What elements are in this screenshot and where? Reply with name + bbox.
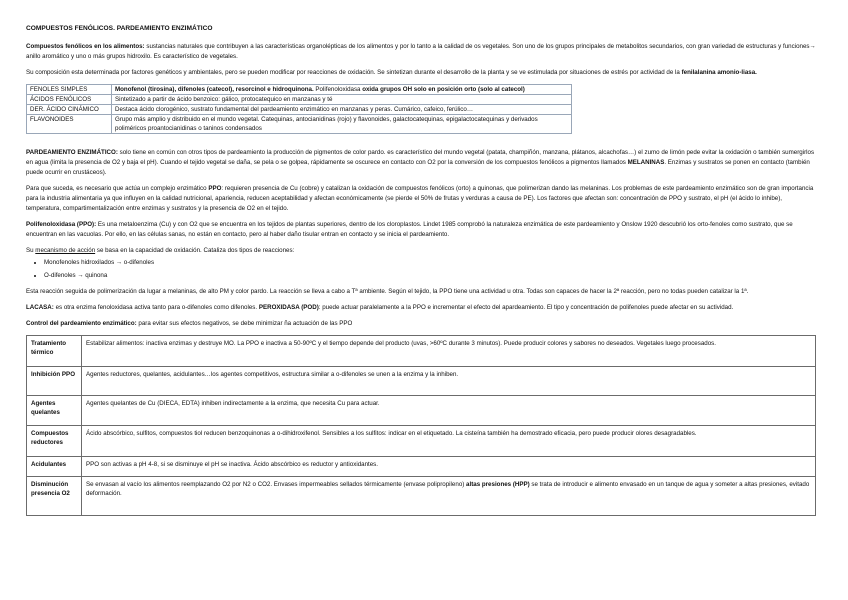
table-row: [27, 336, 816, 367]
row-content: PPO son activas a pH 4-8, si se disminuye el pH se inactiva. Ácido abscórbico es reductor y antioxidantes.: [82, 457, 816, 477]
row-text-end: se trata de introducir e alimento envasado en un tanque de agua y someter a altas presiones, evitado deformación.: [86, 481, 810, 497]
polifenoloxidasa-text: Es una metaloenzima (Cu) y con O2 que se encuentra en los tejidos de plantas superiores, dentro de los cloroplastos. Lindet 1985 comprobó la naturaleza enzimática de este pardeamiento y Onslow 1920 descubrió los orto-fenoles como sustrato, que se encuentran en las vacuolas. Por ello, en las células sanas, no están en contacto, pero al haber daño tisular entran en contacto y se inicia el pardeamiento.: [26, 221, 793, 238]
lacasa-term: LACASA:: [26, 304, 54, 311]
composition-text: Su composición esta determinada por factores genéticos y ambientales, pero se pueden modificar por reacciones de oxidación. Se sintetizan durante el desarrollo de la planta y se ve estimulada por situaciones de estrés por actividad de la: [26, 69, 682, 76]
control-paragraph: [26, 319, 816, 329]
ppo-text-end: : requieren presencia de Cu (cobre) y catalizan la oxidación de compuestos fenólicos (orto) a quinonas, que polimerizan dando las melaninas. Los problemas de este pardeamiento enzimático son de gran importancia para la industria alimentaria ya que influyen en la calidad nutricional, apariencia, reducen aceptabilidad y afectan económicamente (se pierde el 50% de frutas y verduras a causa de PE). Los factores que afectan son: concentración de PPO y sustrato, el pH (el ácido lo inhibe), temperatura, compartimentalización entre enzimas y sustratos y la presencia de O2 en el tejido.: [26, 185, 814, 212]
row-text: Se envasan al vacío los alimentos reemplazando O2 por N2 o CO2. Envases impermeables sellados térmicamente (envase polipropileno): [86, 481, 467, 488]
row-text: Polifenoloxidasa: [313, 86, 363, 93]
table-row: [27, 367, 816, 396]
row-label: Compuestos reductores: [27, 426, 82, 457]
table-row: [27, 95, 572, 105]
table-row: [27, 426, 816, 457]
pardeamiento-paragraph: [26, 148, 816, 178]
list-item: • Monofenoles hidroxilados → o-difenoles: [44, 258, 816, 268]
table-row: [27, 457, 816, 477]
reaction-list: [44, 258, 816, 281]
pardeamiento-text: solo tiene en común con otros tipos de pardeamiento la producción de pigmentos de color pardo. es característico del mundo vegetal (patata, champiñón, manzana, plátanos, alcachofas…) el zumo de limón pede evitar la oxidación o también sumergirlos en agua (limita la presencia de O2 y baja el pH). Cuando el tejido vegetal se daña, se pela o se golpea, rápidamente se oscurece en contacto con O2 por la conversión de los compuestos fenólicos a pigmentos llamados: [26, 149, 815, 166]
peroxidasa-term: PEROXIDASA (POD): [258, 304, 319, 311]
row-content: Estabilizar alimentos: inactiva enzimas y destruye MO. La PPO e inactiva a 50-90ºC y el tiempo depende del producto (uvas, >60ºC durante 3 minutos). Puede producir colores y sabores no deseados. Vegetales luego procesados.: [82, 336, 816, 367]
row-content: Agentes reductores, quelantes, acidulantes…los agentes competitivos, estructura similar a o-difenoles se unen a la enzima y la inhiben.: [82, 367, 816, 396]
composition-paragraph: [26, 68, 816, 78]
control-term: Control del pardeamiento enzimático:: [26, 320, 137, 327]
row-label: DER. ÁCIDO CINÁMICO: [27, 105, 112, 115]
intro-text: sustancias naturales que contribuyen a las características organolépticas de los alimentos y por lo tanto a la calidad de os vegetales. Son uno de los grupos principales de metabolitos secundarios, con gran variedad de estructuras y funciones→ anillo aromático y uno o más grupos hidroxilo. Es característico de vegetales.: [26, 43, 816, 60]
intro-paragraph: [26, 42, 816, 62]
lacasa-paragraph: [26, 303, 816, 313]
table-row: [27, 105, 572, 115]
document-page: [26, 24, 816, 516]
row-label: Acidulantes: [27, 457, 82, 477]
mecanismo-post: se basa en la capacidad de oxidación. Cataliza dos tipos de reacciones:: [95, 247, 295, 254]
row-label: Inhibición PPO: [27, 367, 82, 396]
polifenoloxidasa-term: Polifenoloxidasa (PPO):: [26, 221, 97, 228]
mecanismo-pre: Su: [26, 247, 36, 254]
row-label: FLAVONOIDES: [27, 115, 112, 134]
row-content: Grupo más amplio y distribuido en el mundo vegetal. Catequinas, antocianidinas (rojo) y flavonoides, galactocatequinas, epigalactocatequinas y derivados poliméricos proantocianidinas o taninos condensados: [112, 115, 572, 134]
row-content: Sintetizado a partir de ácido benzoico: gálico, protocatequico en manzanas y té: [112, 95, 572, 105]
control-table: [26, 335, 816, 516]
ppo-complex-paragraph: [26, 184, 816, 214]
lacasa-text-end: : puede actuar paralelamente a la PPO e incrementar el efecto del apardeamiento. El tipo y concentración de polifenoles puede afectar en su actividad.: [318, 304, 734, 311]
ppo-term: PPO: [208, 185, 222, 192]
row-content: [112, 85, 572, 95]
row-label: Disminución presencia O2: [27, 477, 82, 516]
lacasa-text: es otra enzima fenoloxidasa activa tanto para o-difenoles como difenoles.: [53, 304, 259, 311]
polifenoloxidasa-paragraph: [26, 220, 816, 240]
reaccion-paragraph: Esta reacción seguida de polimerización da lugar a melaninas, de alto PM y color pardo. La reacción se lleva a cabo a Tª ambiente. Según el tejido, la PPO tiene una actividad u otra. Todas son capaces de hacer la 2ª reacción, pero no todas pueden catalizar la 1ª.: [26, 288, 749, 295]
row-label: Agentes quelantes: [27, 396, 82, 426]
intro-term: Compuestos fenólicos en los alimentos:: [26, 43, 145, 50]
row-label: FENOLES SIMPLES: [27, 85, 112, 95]
mecanismo-term: mecanismo de acción: [35, 247, 96, 254]
control-text: para evitar sus efectos negativos, se debe minimizar ña actuación de las PPO: [136, 320, 353, 327]
hpp-term: altas presiones (HPP): [466, 481, 530, 488]
table-row: [27, 115, 572, 134]
pardeamiento-term: PARDEAMIENTO ENZIMÁTICO:: [26, 149, 118, 156]
table-row: [27, 85, 572, 95]
melaninas-term: MELANINAS: [627, 159, 665, 166]
row-content: [82, 477, 816, 516]
row-content: Ácido abscórbico, sulfitos, compuestos tiol reducen benzoquinonas a o-dihidroxifenol. Sensibles a los sulfitos: indicar en el etiquetado. La cisteína también ha demostrado eficacia, pero puede producir olores desagradables.: [82, 426, 816, 457]
row-content: Agentes quelantes de Cu (DIECA, EDTA) inhiben indirectamente a la enzima, que necesita Cu para actuar.: [82, 396, 816, 426]
row-label: ÁCIDOS FENÓLICOS: [27, 95, 112, 105]
mecanismo-paragraph: [26, 246, 816, 256]
row-bold-text: oxida grupos OH solo en posición orto (solo al catecol): [362, 86, 525, 93]
ppo-text-start: Para que suceda, es necesario que actúa un complejo enzimático: [26, 185, 209, 192]
phenol-types-table: [26, 84, 572, 134]
row-content: Destaca ácido clorogénico, sustrato fundamental del pardeamiento enzimático en manzanas y peras. Cumárico, cafeico, ferúlico…: [112, 105, 572, 115]
table-row: [27, 477, 816, 516]
pardeamiento-text-end: . Enzimas y sustratos se ponen en contacto (también puede ocurrir en crustáceos).: [26, 159, 810, 176]
composition-enzyme: fenilalanina amonio-liasa.: [681, 69, 757, 76]
row-bold-text: Monofenol (tirosina), difenoles (catecol), resorcinol e hidroquinona.: [115, 86, 314, 93]
list-item: • O-difenoles → quinona: [44, 271, 816, 281]
row-label: Tratamiento térmico: [27, 336, 82, 367]
table-row: [27, 396, 816, 426]
page-title: COMPUESTOS FENÓLICOS. PARDEAMIENTO ENZIMÁTICO: [26, 25, 213, 32]
